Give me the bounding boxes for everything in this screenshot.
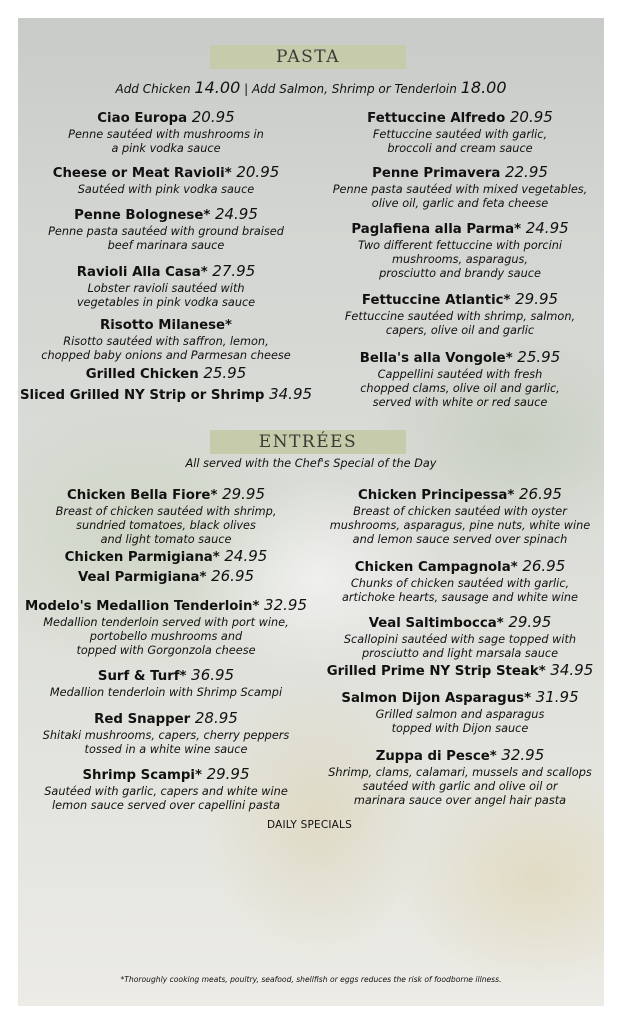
- menu-item: [18, 364, 314, 384]
- menu-item: [316, 348, 604, 410]
- item-description: Breast of chicken sautéed with shrimp, sundried tomatoes, black olives and light tomato sauce: [55, 505, 277, 546]
- item-name: Surf & Turf*: [97, 669, 187, 684]
- item-name: Fettuccine Alfredo: [367, 111, 506, 126]
- addon-other-label: Add Salmon, Shrimp or Tenderloin: [251, 82, 457, 96]
- item-name: Chicken Bella Fiore*: [66, 488, 218, 503]
- item-price: 27.95: [212, 262, 256, 280]
- item-price: 36.95: [191, 666, 235, 684]
- item-name: Sliced Grilled NY Strip or Shrimp: [19, 388, 265, 403]
- item-name: Chicken Principessa*: [358, 488, 515, 503]
- item-description: Sautéed with pink vodka sauce: [77, 183, 255, 196]
- item-price: 22.95: [504, 163, 548, 181]
- item-name: Chicken Parmigiana*: [64, 550, 220, 565]
- menu-item: [18, 547, 314, 567]
- menu-item: [18, 567, 314, 587]
- item-price: 32.95: [264, 596, 307, 614]
- item-description: Penne pasta sautéed with ground braised beef marinara sauce: [48, 225, 284, 252]
- item-description: Penne sautéed with mushrooms in a pink vodka sauce: [68, 128, 264, 155]
- item-name: Grilled Prime NY Strip Steak*: [326, 664, 546, 679]
- item-name: Shrimp Scampi*: [82, 768, 202, 783]
- menu-page: [18, 18, 604, 1006]
- menu-item: [18, 317, 314, 363]
- item-description: Sautéed with garlic, capers and white wine lemon sauce served over capellini pasta: [44, 785, 288, 812]
- menu-item: [18, 163, 314, 197]
- item-description: Cappellini sautéed with fresh chopped clams, olive oil and garlic, served with white or red sauce: [360, 368, 560, 409]
- item-name: Cheese or Meat Ravioli*: [52, 166, 232, 181]
- item-description: Medallion tenderloin served with port wine, portobello mushrooms and topped with Gorgonzola cheese: [43, 616, 289, 657]
- menu-item: [18, 485, 314, 547]
- item-description: Penne pasta sautéed with mixed vegetables, olive oil, garlic and feta cheese: [332, 183, 588, 210]
- item-price: 26.95: [522, 557, 566, 575]
- entrees-subtitle: All served with the Chef's Special of the Day: [185, 457, 437, 470]
- menu-item: [316, 163, 604, 211]
- menu-item: [18, 108, 314, 156]
- daily-specials-label: DAILY SPECIALS: [267, 819, 352, 831]
- menu-item: [316, 613, 604, 661]
- menu-item: [316, 219, 604, 281]
- addon-chicken-label: Add Chicken: [115, 82, 191, 96]
- item-name: Risotto Milanese*: [99, 318, 232, 333]
- item-description: Shrimp, clams, calamari, mussels and scallops sautéed with garlic and olive oil or marinara sauce over angel hair pasta: [328, 766, 592, 807]
- item-price: 29.95: [508, 613, 552, 631]
- item-price: 34.95: [269, 385, 313, 403]
- item-price: 31.95: [535, 688, 579, 706]
- menu-item: [316, 746, 604, 808]
- menu-item: [18, 262, 314, 310]
- item-description: Risotto sautéed with saffron, lemon, chopped baby onions and Parmesan cheese: [41, 335, 291, 362]
- item-name: Paglafiena alla Parma*: [351, 222, 522, 237]
- item-price: 32.95: [501, 746, 545, 764]
- menu-item: [18, 385, 314, 405]
- menu-item: [18, 765, 314, 813]
- item-name: Penne Primavera: [372, 166, 501, 181]
- menu-item: [18, 666, 314, 700]
- item-name: Chicken Campagnola*: [354, 560, 518, 575]
- item-name: Salmon Dijon Asparagus*: [341, 691, 532, 706]
- item-name: Zuppa di Pesce*: [375, 749, 497, 764]
- item-price: 26.95: [519, 485, 562, 503]
- entrees-heading: ENTRÉES: [210, 430, 406, 454]
- item-name: Veal Parmigiana*: [77, 570, 207, 585]
- addon-chicken-price: 14.00: [194, 78, 241, 97]
- item-name: Fettuccine Atlantic*: [361, 293, 511, 308]
- item-description: Two different fettuccine with porcini mushrooms, asparagus, prosciutto and brandy sauce: [357, 239, 563, 280]
- item-price: 28.95: [194, 709, 238, 727]
- item-name: Red Snapper: [94, 712, 191, 727]
- item-price: 34.95: [550, 661, 594, 679]
- menu-item: [316, 688, 604, 736]
- menu-item: [18, 205, 314, 253]
- item-price: 29.95: [206, 765, 250, 783]
- item-description: Breast of chicken sautéed with oyster mushrooms, asparagus, pine nuts, white wine and lemon sauce served over spinach: [329, 505, 591, 546]
- menu-item: [18, 596, 314, 658]
- item-name: Ravioli Alla Casa*: [76, 265, 208, 280]
- item-description: Medallion tenderloin with Shrimp Scampi: [49, 686, 283, 699]
- item-price: 26.95: [211, 567, 255, 585]
- item-price: 29.95: [515, 290, 559, 308]
- item-price: 20.95: [191, 108, 235, 126]
- item-description: Lobster ravioli sautéed with vegetables in pink vodka sauce: [76, 282, 256, 309]
- item-description: Shitaki mushrooms, capers, cherry peppers tossed in a white wine sauce: [42, 729, 290, 756]
- item-price: 25.95: [203, 364, 247, 382]
- item-price: 20.95: [509, 108, 553, 126]
- item-price: 24.95: [214, 205, 258, 223]
- item-name: Grilled Chicken: [85, 367, 199, 382]
- item-description: Fettuccine sautéed with garlic, broccoli and cream sauce: [372, 128, 548, 155]
- footer-disclaimer: *Thoroughly cooking meats, poultry, seafood, shellfish or eggs reduces the risk of foodborne illness.: [120, 975, 502, 984]
- menu-item: [316, 108, 604, 156]
- menu-item: [316, 557, 604, 605]
- item-description: Scallopini sautéed with sage topped with prosciutto and light marsala sauce: [343, 633, 577, 660]
- menu-item: [316, 485, 604, 547]
- addon-other-price: 18.00: [460, 78, 507, 97]
- item-price: 29.95: [222, 485, 266, 503]
- menu-item: [316, 290, 604, 338]
- item-name: Penne Bolognese*: [74, 208, 211, 223]
- item-price: 25.95: [517, 348, 561, 366]
- menu-item: [18, 709, 314, 757]
- item-description: Grilled salmon and asparagus topped with Dijon sauce: [375, 708, 545, 735]
- addon-separator: |: [244, 82, 249, 96]
- item-description: Fettuccine sautéed with shrimp, salmon, capers, olive oil and garlic: [344, 310, 576, 337]
- menu-item: [316, 661, 604, 681]
- item-name: Bella's alla Vongole*: [359, 351, 513, 366]
- pasta-heading: PASTA: [210, 45, 406, 69]
- item-price: 20.95: [236, 163, 280, 181]
- item-description: Chunks of chicken sautéed with garlic, artichoke hearts, sausage and white wine: [341, 577, 578, 604]
- item-name: Modelo's Medallion Tenderloin*: [24, 599, 260, 614]
- pasta-addons: [18, 78, 604, 97]
- item-name: Veal Saltimbocca*: [368, 616, 504, 631]
- item-price: 24.95: [224, 547, 268, 565]
- item-price: 24.95: [525, 219, 569, 237]
- item-name: Ciao Europa: [97, 111, 188, 126]
